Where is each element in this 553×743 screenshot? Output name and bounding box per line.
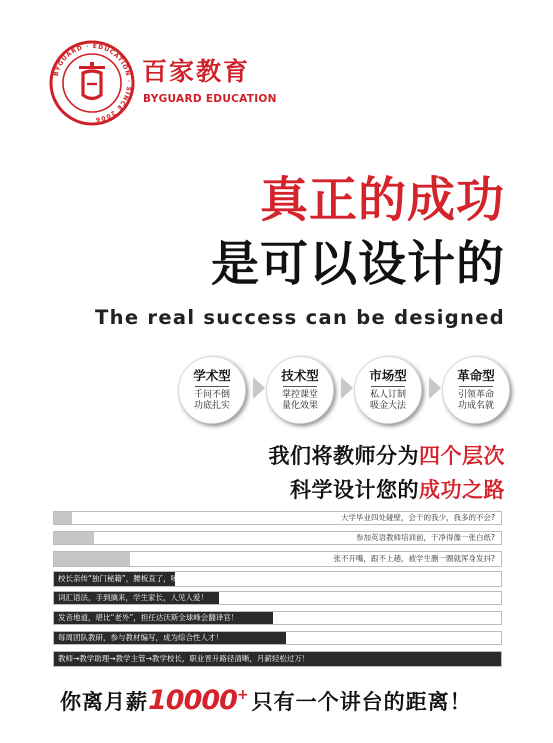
progress-fill — [54, 532, 94, 544]
footer-prefix: 你离月薪 — [60, 690, 148, 714]
progress-row-text: 每周团队教研，参与教材编写，成为综合性人才！ — [58, 633, 223, 642]
progress-row-text: 校长亲传“独门秘籍”，腰板直了，嗓门亮了！ — [58, 574, 209, 583]
headline-red: 真正的成功 — [259, 172, 505, 228]
subheadline-highlight: 成功之路 — [419, 478, 505, 502]
footer-suffix: 只有一个讲台的距离！ — [251, 690, 472, 714]
progress-fill — [54, 552, 130, 566]
arrow-right-icon — [341, 377, 353, 399]
level-badge-technical — [266, 356, 334, 424]
progress-row-text: 教师→教学助理→教学主管→教学校长，职业晋升路径清晰，月薪轻松过万！ — [58, 654, 310, 663]
progress-row — [53, 551, 502, 567]
brand-name-cn: 百家教育 — [142, 57, 251, 86]
progress-row-text: 大学毕业四处碰壁，会干的我少，我多的不会? — [341, 513, 495, 522]
arrow-right-icon — [429, 377, 441, 399]
level-desc: 私人订制 — [369, 390, 406, 400]
level-divider — [371, 386, 405, 387]
level-divider — [459, 386, 493, 387]
progress-fill — [54, 512, 72, 524]
footer-slogan — [60, 684, 472, 718]
progress-row — [53, 651, 502, 667]
progress-row — [53, 531, 502, 545]
level-badge-academic — [178, 356, 246, 424]
progress-row — [53, 571, 502, 587]
arrow-right-icon — [253, 377, 265, 399]
level-desc: 功成名就 — [457, 401, 494, 411]
progress-row-text: 参加英语教师培训前，干净得像一张白纸? — [356, 533, 495, 542]
level-badge-market — [354, 356, 422, 424]
svg-text:BYGUARD · EDUCATION · SINCE 20: BYGUARD · EDUCATION · SINCE 2006 — [52, 42, 133, 123]
level-desc: 功底扎实 — [193, 401, 230, 411]
progress-row — [53, 631, 502, 645]
level-divider — [195, 386, 229, 387]
progress-row — [53, 591, 502, 605]
progress-row — [53, 511, 502, 525]
byguard-seal-logo — [49, 40, 135, 126]
subheadline-text: 我们将教师分为 — [268, 444, 419, 468]
salary-amount: 10000 — [148, 685, 237, 716]
progress-row — [53, 611, 502, 625]
level-desc: 掌控课堂 — [281, 390, 318, 400]
subheadline-highlight: 四个层次 — [419, 444, 505, 468]
level-title: 学术型 — [193, 368, 231, 383]
level-title: 技术型 — [281, 368, 319, 383]
headline-english: The real success can be designed — [95, 306, 505, 329]
subheadline-path — [290, 477, 505, 503]
level-divider — [283, 386, 317, 387]
level-desc: 量化效果 — [281, 401, 318, 411]
progress-row-text: 词汇语法，手到擒来，学生家长，人见人爱！ — [58, 593, 208, 602]
subheadline-levels — [269, 443, 506, 469]
level-desc: 千问不倒 — [193, 390, 230, 400]
progress-row-text: 发音地道，堪比“老外”，担任达沃斯全球峰会翻译官！ — [58, 613, 239, 622]
subheadline-text: 科学设计您的 — [290, 478, 419, 502]
brand-name-en: BYGUARD EDUCATION — [143, 93, 277, 105]
level-title: 市场型 — [369, 368, 407, 383]
level-badge-revolutionary — [442, 356, 510, 424]
progress-row-text: 张不开嘴，跟不上趟，被学生删一圈就浑身发抖? — [333, 554, 495, 563]
level-desc: 引领革命 — [457, 390, 494, 400]
level-title: 革命型 — [457, 368, 495, 383]
level-desc: 吸金大法 — [369, 401, 406, 411]
salary-plus: + — [236, 687, 250, 703]
headline-black: 是可以设计的 — [210, 236, 505, 292]
teacher-levels — [178, 356, 508, 424]
